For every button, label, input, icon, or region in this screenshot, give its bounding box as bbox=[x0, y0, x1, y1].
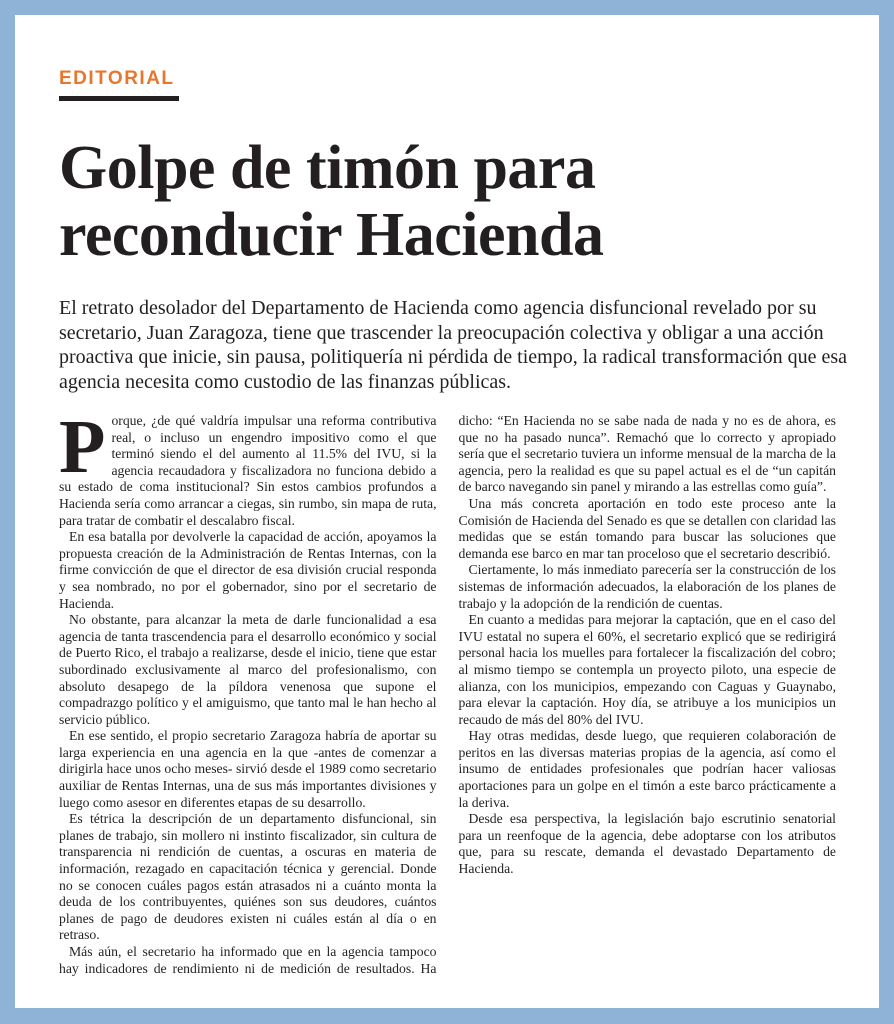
headline: Golpe de timón para reconducir Hacienda bbox=[59, 134, 604, 269]
editorial-page bbox=[15, 15, 879, 1008]
paragraph-7: Una más concreta aportación en todo este proceso ante la Comisión de Hacienda del Senado es que se detallen con claridad las medidas que se están tomando para buscar las soluciones que demanda ese barco en mar tan proceloso que el secretario describió. bbox=[458, 495, 836, 561]
paragraph-1-text: orque, ¿de qué valdría impulsar una reforma contributiva real, o incluso un engendro impositivo como el que terminó siendo el del aumento al 11.5% del IVU, si la agencia recaudadora y fiscalizadora no funciona debido a su estado de coma institucional? Sin estos cambios profundos a Hacienda sería como arrancar a ciegas, sin rumbo, sin mapa de ruta, para tratar de combatir el descalabro fiscal. bbox=[59, 413, 437, 528]
paragraph-4: En ese sentido, el propio secretario Zaragoza habría de aportar su larga experiencia en una agencia en la que -antes de comenzar a dirigirla hace unos ocho meses- sirvió desde el 1989 como secretario auxiliar de Rentas Internas, una de sus más importantes divisiones y luego como asesor en diferentes etapas de su desarrollo. bbox=[59, 728, 437, 810]
section-rule bbox=[59, 96, 179, 101]
paragraph-11: Desde esa perspectiva, la legislación bajo escrutinio senatorial para un reenfoque de la agencia, debe adoptarse con los atributos que, para su rescate, demanda el devastado Departamento de Hacienda. bbox=[458, 811, 836, 877]
section-label: EDITORIAL bbox=[59, 68, 175, 89]
article-body bbox=[59, 405, 836, 993]
paragraph-9: En cuanto a medidas para mejorar la captación, que en el caso del IVU estatal no supera el 60%, el secretario explicó que se redirigirá personal hacia los muelles para fortalecer la fiscalización del cobro; al mismo tiempo se contempla un proyecto piloto, una especie de alianza, con los municipios, empezando con Caguas y Guaynabo, para elevar la captación. Hoy día, se atribuye a los municipios un recaudo de más del 80% del IVU. bbox=[458, 612, 836, 727]
paragraph-5: Es tétrica la descripción de un departamento disfuncional, sin planes de trabajo, sin mollero ni instinto fiscalizador, sin cultura de transparencia ni rendición de cuentas, a oscuras en materia de información, rezagado en capacitación técnica y gerencial. Donde no se conocen cuáles pagos están atrasados ni a cuánto monta la deuda de los contribuyentes, quiénes son sus deudores, cuántos planes de pago de deudores existen ni cuáles están al día o en retraso. bbox=[59, 811, 437, 943]
paragraph-6: Más aún, el secretario ha informado que en la agencia tampoco hay indicadores de rendimiento ni de medición de resultados. Ha dicho: “En Hacienda no se sabe nada de nada y no es de ahora, es que no ha pasado nunca”. Remachó que lo correcto y apropiado sería que el secretario tuviera un informe mensual de la marcha de la agencia, pero la realidad es que su papel actual es el de “un capitán de barco navegando sin panel y mirando a las estrellas como guía”. bbox=[59, 413, 836, 976]
paragraph-8: Ciertamente, lo más inmediato parecería ser la construcción de los sistemas de información adecuados, la elaboración de los planes de trabajo y la adopción de la rendición de cuentas. bbox=[458, 562, 836, 611]
paragraph-3: No obstante, para alcanzar la meta de darle funcionalidad a esa agencia de tanta trascendencia para el desarrollo económico y social de Puerto Rico, el trabajo a realizarse, desde el inicio, tiene que estar subordinado exclusivamente al marco del profesionalismo, con absoluto desapego de la píldora venenosa que supone el compadrazgo político y el amiguismo, que tanto mal le han hecho al servicio público. bbox=[59, 612, 437, 727]
paragraph-10: Hay otras medidas, desde luego, que requieren colaboración de peritos en las diversas materias propias de la agencia, así como el insumo de entidades profesionales que podrían hacer valiosas aportaciones para un golpe en el timón a este barco prácticamente a la deriva. bbox=[458, 728, 836, 810]
deck-summary: El retrato desolador del Departamento de Hacienda como agencia disfuncional revelado por su secretario, Juan Zaragoza, tiene que trascender la preocupación colectiva y obligar a una acción proactiva que inicie, sin pausa, politiquería ni pérdida de tiempo, la radical transformación que esa agencia necesita como custodio de las finanzas públicas. bbox=[59, 297, 848, 393]
drop-cap: P bbox=[59, 405, 106, 489]
paragraph-1 bbox=[59, 405, 437, 529]
paragraph-2: En esa batalla por devolverle la capacidad de acción, apoyamos la propuesta creación de la Administración de Rentas Internas, con la firme convicción de que el director de esa división crucial responda y sea nombrado, no por el gobernador, sino por el secretario de Hacienda. bbox=[59, 529, 437, 611]
